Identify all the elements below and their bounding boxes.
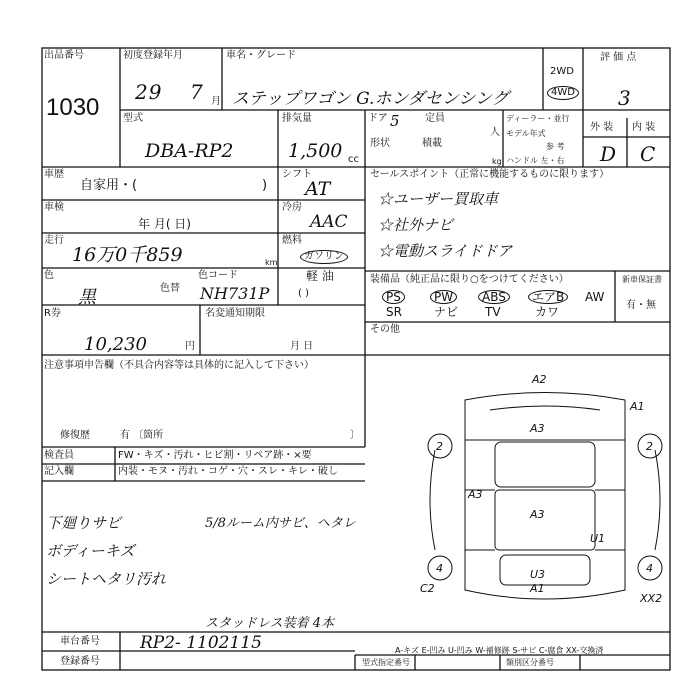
inspector-row-2: 内装・モヌ・汚れ・コゲ・穴・スレ・キレ・破し: [118, 466, 338, 477]
mileage-value: 16万0千859: [72, 244, 183, 266]
ref1-label: 型式指定番号: [362, 658, 410, 667]
fuel-gas: ガソリン: [300, 250, 348, 264]
lot-number-label: 出品番号: [44, 50, 84, 61]
fuel-label: 燃料: [282, 235, 302, 246]
car-diagram: [420, 373, 670, 620]
equip-tv: TV: [485, 305, 501, 319]
remark-left-2: ボディーキズ: [46, 542, 135, 560]
model-label: 型式: [123, 113, 143, 124]
inspection-value: 年 月( 日): [138, 217, 191, 231]
mark-a3-hood: A3: [530, 422, 545, 435]
color-value: 黒: [78, 287, 96, 308]
name-grade-label: 車名・グレード: [226, 50, 296, 61]
sales-point-3: ☆電動スライドドア: [378, 242, 513, 260]
mileage-unit: km: [265, 258, 278, 267]
cooling-value: AAC: [310, 212, 348, 232]
color-code-value: NH731P: [200, 284, 270, 303]
reg-label: 登録番号: [60, 656, 100, 667]
ext-grade: D: [600, 142, 618, 166]
mark-a1-rear: A1: [530, 582, 545, 595]
mark-u1: U1: [590, 532, 606, 545]
mark-a2: A2: [532, 373, 547, 386]
mileage-label: 走行: [44, 235, 64, 246]
ref2-label: 類別区分番号: [506, 658, 554, 667]
remark-bottom: スタッドレス装着 4本: [205, 616, 335, 631]
inspector-label-2: 記入欄: [44, 466, 74, 477]
drive-4wd: 4WD: [547, 86, 579, 100]
int-label: 内 装: [632, 122, 656, 133]
equip-navi: ナビ: [434, 305, 459, 319]
inspection-label: 車検: [44, 202, 64, 213]
equip-aw: AW: [585, 290, 605, 304]
equip-leather: カワ: [535, 305, 560, 319]
score-label: 評 価 点: [600, 52, 637, 63]
shift-value: AT: [305, 178, 331, 200]
score-value: 3: [618, 86, 632, 110]
dealer-label: ディーラー・並行: [506, 114, 570, 123]
inspector-label-1: 検査員: [44, 450, 74, 461]
history-close: ): [262, 178, 268, 193]
guarantee-label: 新車保証書: [622, 275, 662, 284]
fuel-light: 軽 油: [306, 269, 334, 283]
first-reg-label: 初度登録年月: [123, 50, 183, 61]
tire-rr: 4: [646, 562, 653, 575]
equipment-label: 装備品（純正品に限り○をつけてください）: [370, 274, 569, 285]
displacement-value: 1,500: [288, 140, 343, 162]
sales-point-2: ☆社外ナビ: [378, 216, 454, 234]
name-grade: ステップワゴン G.ホンダセンシング: [232, 89, 509, 109]
equip-ps: PS: [382, 290, 405, 304]
capacity-label: 定員: [425, 113, 445, 124]
color-change-label: 色替: [160, 283, 180, 294]
displacement-unit: cc: [348, 154, 359, 165]
tire-rl: 4: [436, 562, 443, 575]
remark-left-3: シートヘタリ汚れ: [46, 570, 167, 588]
recycle-value: 10,230: [84, 334, 147, 355]
shift-label: シフト: [282, 169, 312, 180]
sales-points-label: セールスポイント（正常に機能するものに限ります）: [370, 169, 610, 180]
notice-label: 名変通知期限: [205, 308, 265, 319]
mark-a3-side: A3: [468, 488, 483, 501]
mark-c2: C2: [420, 582, 435, 595]
doors-label: ドア: [368, 113, 388, 124]
first-reg-unit: 月: [211, 96, 221, 107]
capacity-unit: 人: [490, 127, 500, 138]
ext-label: 外 装: [590, 122, 614, 133]
guarantee-value: 有・無: [626, 300, 656, 311]
color-label: 色: [44, 270, 54, 281]
equip-pw: PW: [430, 290, 457, 304]
load-unit: kg: [492, 157, 502, 166]
remark-right: 5/8ルーム内サビ、ヘタレ: [205, 516, 356, 531]
displacement-label: 排気量: [282, 113, 312, 124]
notice-value: 月 日: [290, 341, 314, 352]
model-value: DBA-RP2: [145, 140, 234, 162]
equip-abs: ABS: [478, 290, 510, 304]
other-label: その他: [370, 324, 400, 335]
chassis-value: RP2- 1102115: [140, 633, 262, 653]
equip-sr: SR: [386, 305, 402, 319]
int-grade: C: [640, 142, 657, 166]
recycle-unit: 円: [185, 341, 195, 352]
mark-a1-front: A1: [630, 400, 645, 413]
cooling-label: 冷房: [282, 202, 302, 213]
shape-label: 形状: [370, 138, 390, 149]
mark-u3: U3: [530, 568, 546, 581]
tire-fl: 2: [436, 440, 443, 453]
mark-a3-roof: A3: [530, 508, 545, 521]
model-year-label: モデル年式: [506, 129, 546, 138]
lot-number: 1030: [46, 94, 100, 121]
first-reg-year: 29: [135, 80, 163, 104]
repair-close: 〕: [350, 430, 360, 441]
chassis-label: 車台番号: [60, 636, 100, 647]
drive-2wd: 2WD: [550, 66, 574, 77]
history-value: 自家用・(: [80, 178, 138, 193]
inspector-row-1: FW・キズ・汚れ・ヒビ割・リペア跡・×要: [118, 450, 312, 461]
sales-point-1: ☆ユーザー買取車: [378, 190, 499, 208]
tire-fr: 2: [646, 440, 653, 453]
color-code-label: 色コード: [198, 270, 238, 281]
first-reg-month: 7: [190, 80, 204, 104]
repair-value: 有 〔箇所: [120, 430, 164, 441]
recycle-label: R券: [44, 308, 61, 319]
notes-label: 注意事項申告欄（不具合内容等は具体的に記入して下さい）: [44, 360, 314, 371]
equip-airbag: エアB: [528, 290, 568, 304]
remark-left-1: 下廻りサビ: [46, 514, 122, 532]
ref-label: 参 考: [546, 142, 565, 151]
handle-label: ハンドル 左・右: [506, 156, 565, 165]
diagram-legend: A-キズ E-凹み U-凹み W-補修跡 S-サビ C-腐食 XX-交換済: [395, 646, 604, 655]
repair-label: 修復歴: [60, 430, 90, 441]
doors-value: 5: [390, 112, 400, 130]
load-label: 積載: [422, 138, 442, 149]
fuel-paren: ( ): [298, 288, 309, 299]
history-label: 車歴: [44, 169, 64, 180]
mark-xx2: XX2: [640, 592, 663, 605]
